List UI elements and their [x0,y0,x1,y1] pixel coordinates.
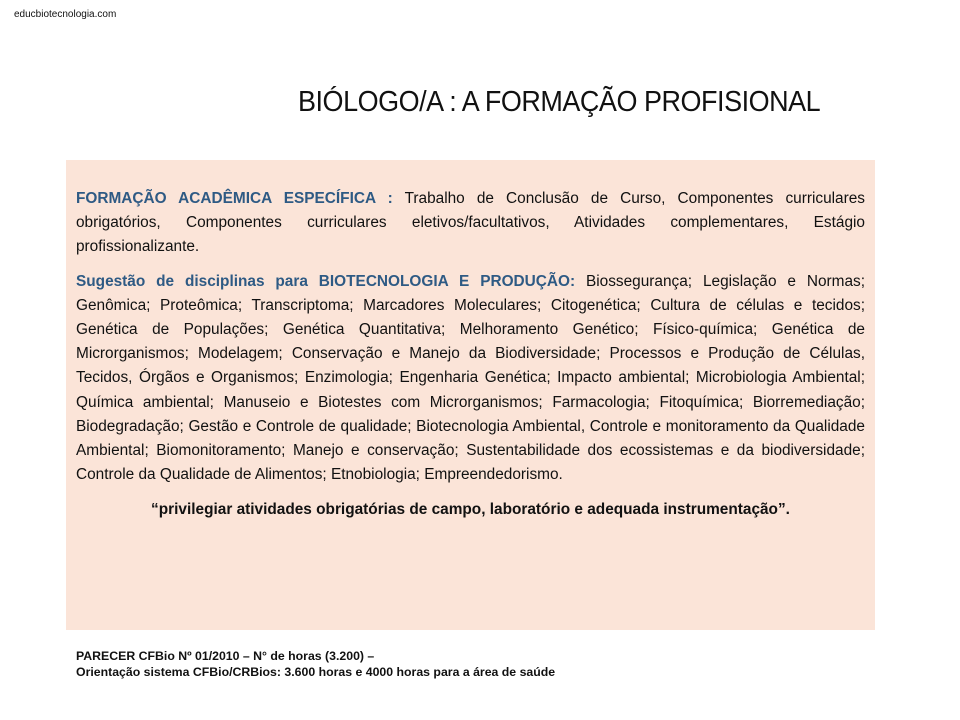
site-url: educbiotecnologia.com [14,9,117,20]
disciplines-text: Biossegurança; Legislação e Normas; Genômica; Proteômica; Transcriptoma; Marcadores Moleculares; Citogenética; Cultura de células e tecidos; Genética de Populações; Genética Quantitativa; Melhoramento Genético; Físico-química; Genética de Microrganismos; Modelagem; Conservação e Manejo da Biodiversidade; Processos e Produção de Células, Tecidos, Órgãos e Organismos; Enzimologia; Engenharia Genética; Impacto ambiental; Microbiologia Ambiental; Química ambiental; Manuseio e Biotestes com Microrganismos; Farmacologia; Fitoquímica; Biorremediação; Biodegradação; Gestão e Controle de qualidade; Biotecnologia Ambiental, Controle e monitoramento da Qualidade Ambiental; Biomonitoramento; Manejo e conservação; Sustentabilidade dos ecossistemas e da biodiversidade; Controle da Qualidade de Alimentos; Etnobiologia; Empreendedorismo. [76,272,865,484]
footer-line-2: Orientação sistema CFBio/CRBios: 3.600 horas e 4000 horas para a área de saúde [76,665,556,679]
footer-line-1: PARECER CFBio Nº 01/2010 – N° de horas (3.200) – [76,649,375,663]
disciplines-heading: Sugestão de disciplinas para BIOTECNOLOGIA E PRODUÇÃO: [76,272,576,290]
content-box [66,160,875,630]
academic-formation-paragraph [76,187,865,260]
footer-note [76,648,555,680]
academic-formation-text: Trabalho de Conclusão de Curso, Componentes curriculares obrigatórios, Componentes curriculares eletivos/facultativos, Atividades complementares, Estágio profissionalizante. [76,190,865,256]
disciplines-paragraph [76,270,865,488]
quote: “privilegiar atividades obrigatórias de campo, laboratório e adequada instrumentação”. [151,501,790,519]
academic-formation-heading: FORMAÇÃO ACADÊMICA ESPECÍFICA : [76,190,393,207]
slide-title: BIÓLOGO/A : A FORMAÇÃO PROFISIONAL [298,86,821,118]
